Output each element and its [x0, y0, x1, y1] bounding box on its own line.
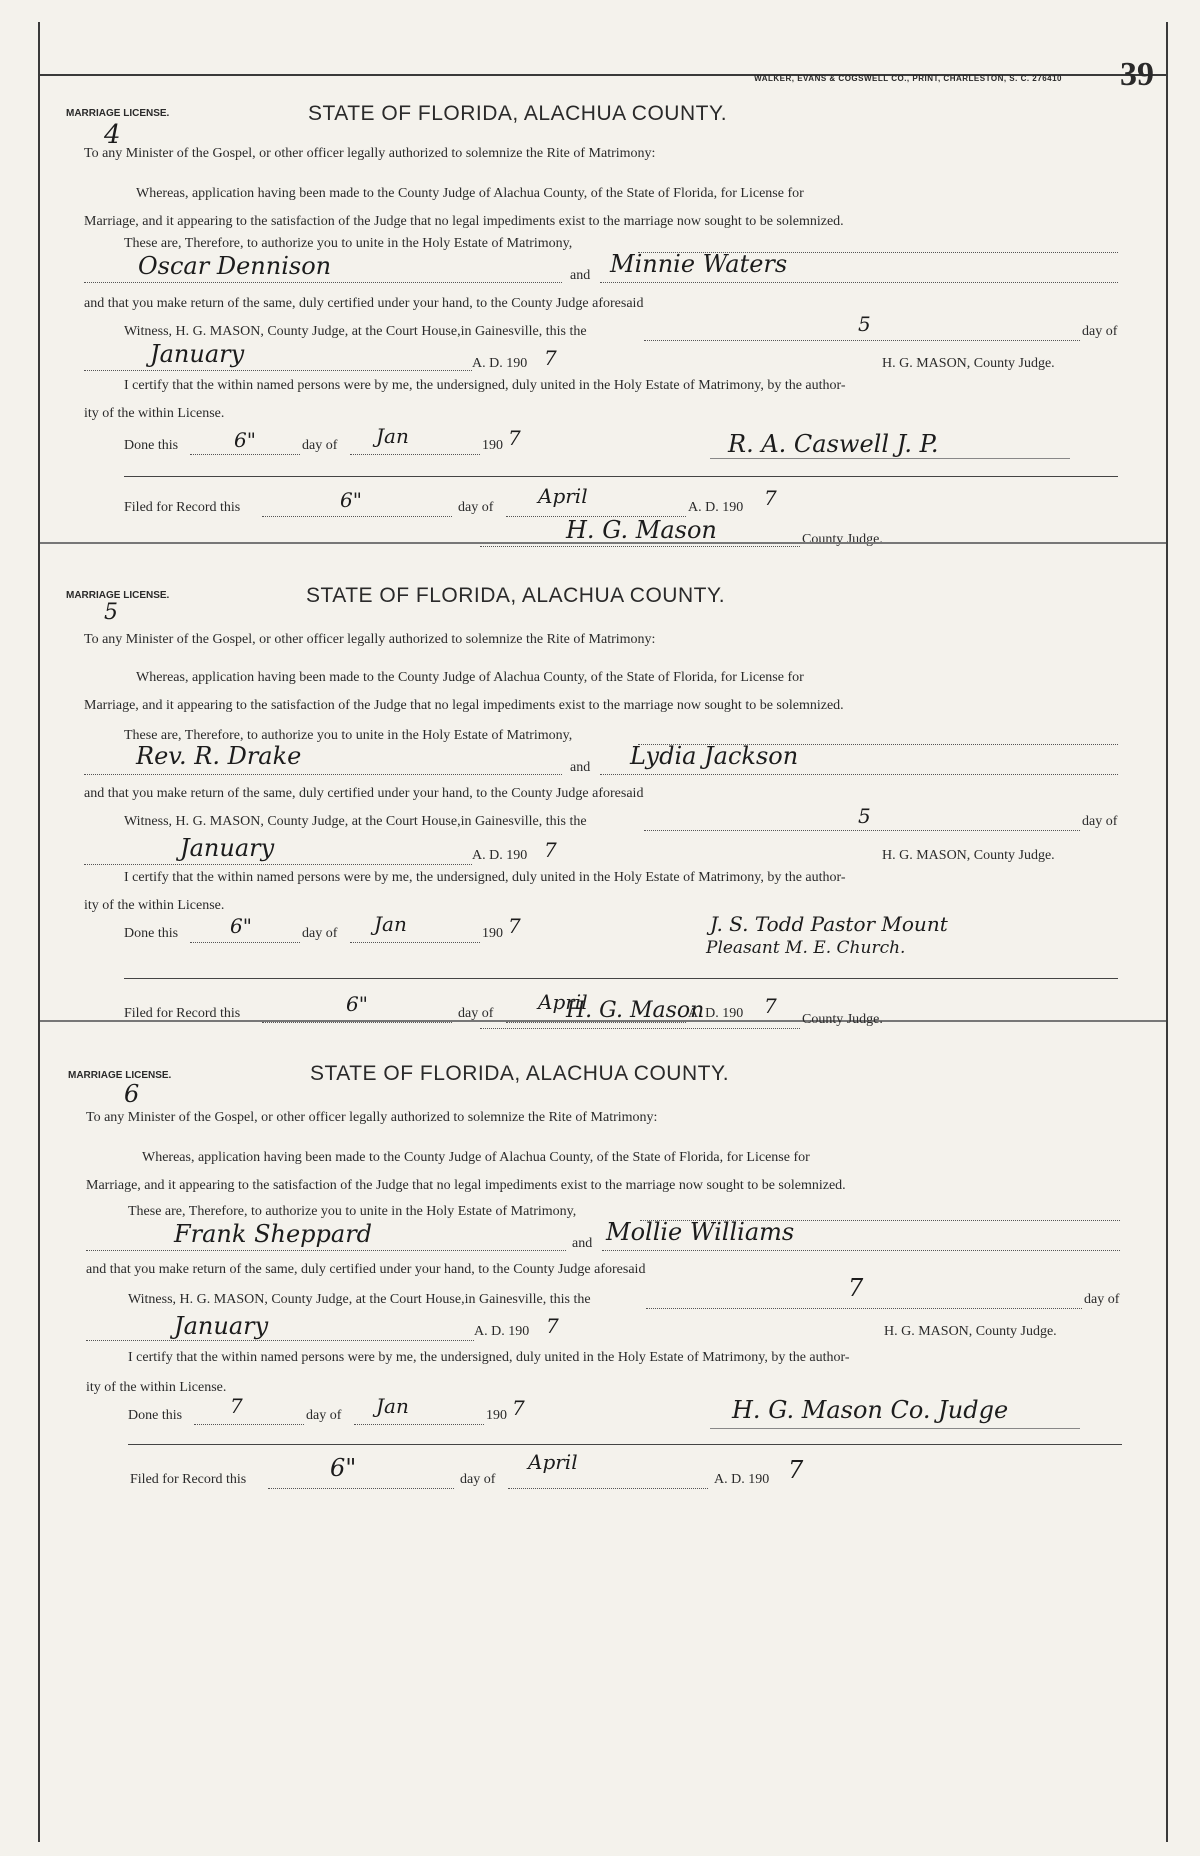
- to-any-line: To any Minister of the Gospel, or other officer legally authorized to solemnize the Rite of Matrimony:: [86, 1110, 658, 1125]
- ity-line: ity of the within License.: [84, 406, 225, 421]
- done-month: Jan: [374, 912, 407, 936]
- these-are-line: These are, Therefore, to authorize you to unite in the Holy Estate of Matrimony,: [124, 728, 573, 743]
- done-day: 6": [230, 914, 252, 938]
- done-month: Jan: [376, 1394, 409, 1418]
- marriage-line: Marriage, and it appearing to the satisfaction of the Judge that no legal impediments exist to the marriage now sought to be solemnized.: [86, 1178, 846, 1193]
- whereas-line: Whereas, application having been made to the County Judge of Alachua County, of the State of Florida, for License for: [142, 1150, 810, 1165]
- groom-name: Frank Sheppard: [174, 1220, 373, 1248]
- ad-text: A. D. 190: [474, 1324, 530, 1339]
- witness-line: Witness, H. G. MASON, County Judge, at the Court House,in Gainesville, this the: [128, 1292, 591, 1307]
- done-year-prefix: 190: [486, 1408, 507, 1423]
- return-line: and that you make return of the same, duly certified under your hand, to the County Judge aforesaid: [84, 296, 644, 311]
- filed-month: April: [528, 1450, 578, 1474]
- done-this-text: Done this: [124, 438, 179, 453]
- ad-text: A. D. 190: [472, 848, 528, 863]
- bride-name: Mollie Williams: [606, 1218, 795, 1246]
- filed-day-of-text: day of: [458, 500, 494, 515]
- marriage-line: Marriage, and it appearing to the satisfaction of the Judge that no legal impediments exist to the marriage now sought to be solemnized.: [84, 214, 844, 229]
- state-title: STATE OF FLORIDA, ALACHUA COUNTY.: [310, 1062, 730, 1085]
- done-day-of-text: day of: [302, 926, 338, 941]
- state-title: STATE OF FLORIDA, ALACHUA COUNTY.: [308, 102, 728, 125]
- ad-text: A. D. 190: [472, 356, 528, 371]
- officiant-signature: H. G. Mason Co. Judge: [732, 1396, 1009, 1424]
- certify-line: I certify that the within named persons were by me, the undersigned, duly united in the Holy Estate of Matrimony, by the author-: [124, 870, 846, 885]
- ity-line: ity of the within License.: [84, 898, 225, 913]
- done-year-prefix: 190: [482, 926, 503, 941]
- witness-month: January: [180, 834, 275, 862]
- filed-month: April: [538, 990, 588, 1014]
- license-number: 6: [124, 1080, 140, 1108]
- witness-month: January: [150, 340, 245, 368]
- done-year-prefix: 190: [482, 438, 503, 453]
- state-title: STATE OF FLORIDA, ALACHUA COUNTY.: [306, 584, 726, 607]
- whereas-line: Whereas, application having been made to the County Judge of Alachua County, of the State of Florida, for License for: [136, 670, 804, 685]
- certify-line: I certify that the within named persons were by me, the undersigned, duly united in the Holy Estate of Matrimony, by the author-: [128, 1350, 850, 1365]
- license-number: 5: [104, 600, 118, 625]
- page-frame: [38, 22, 1168, 1842]
- witness-line: Witness, H. G. MASON, County Judge, at the Court House,in Gainesville, this the: [124, 814, 587, 829]
- witness-day: 5: [858, 804, 871, 828]
- filed-text: Filed for Record this: [124, 500, 241, 515]
- whereas-line: Whereas, application having been made to the County Judge of Alachua County, of the State of Florida, for License for: [136, 186, 804, 201]
- groom-name: Oscar Dennison: [138, 252, 332, 280]
- page-number: 39: [1120, 56, 1154, 93]
- filed-day: 6": [340, 488, 362, 512]
- marriage-license-label: MARRIAGE LICENSE.: [66, 108, 170, 119]
- groom-name: Rev. R. Drake: [136, 742, 302, 770]
- marriage-license-label: MARRIAGE LICENSE.: [66, 590, 170, 601]
- bride-name: Minnie Waters: [610, 250, 788, 278]
- certify-line: I certify that the within named persons were by me, the undersigned, duly united in the Holy Estate of Matrimony, by the author-: [124, 378, 846, 393]
- return-line: and that you make return of the same, duly certified under your hand, to the County Judge aforesaid: [86, 1262, 646, 1277]
- filed-text: Filed for Record this: [130, 1472, 247, 1487]
- filed-day-of-text: day of: [460, 1472, 496, 1487]
- filed-month: April: [538, 484, 588, 508]
- license-record: [40, 1026, 1166, 1836]
- witness-month: January: [174, 1312, 269, 1340]
- license-record: [40, 84, 1166, 560]
- witness-line: Witness, H. G. MASON, County Judge, at the Court House,in Gainesville, this the: [124, 324, 587, 339]
- to-any-line: To any Minister of the Gospel, or other officer legally authorized to solemnize the Rite of Matrimony:: [84, 632, 656, 647]
- done-this-text: Done this: [128, 1408, 183, 1423]
- done-day-of-text: day of: [302, 438, 338, 453]
- officiant-signature-line2: Pleasant M. E. Church.: [706, 938, 906, 958]
- these-are-line: These are, Therefore, to authorize you to unite in the Holy Estate of Matrimony,: [124, 236, 573, 251]
- done-year-digit: 7: [508, 914, 521, 938]
- judge-signature: H. G. MASON, County Judge.: [882, 356, 1055, 371]
- license-record: [40, 550, 1166, 1020]
- marriage-license-label: MARRIAGE LICENSE.: [68, 1070, 172, 1081]
- day-of-text: day of: [1084, 1292, 1120, 1307]
- filed-text: Filed for Record this: [124, 1006, 241, 1021]
- county-judge-text: County Judge.: [802, 1012, 883, 1027]
- day-of-text: day of: [1082, 814, 1118, 829]
- and-text: and: [570, 268, 591, 283]
- filed-day: 6": [330, 1454, 357, 1482]
- witness-year-digit: 7: [544, 346, 557, 370]
- done-month: Jan: [376, 424, 409, 448]
- filed-ad-text: A. D. 190: [688, 1006, 744, 1021]
- bride-name: Lydia Jackson: [630, 742, 799, 770]
- printer-imprint: WALKER, EVANS & COGSWELL CO., PRINT, CHARLESTON, S. C. 276410: [754, 74, 1062, 83]
- filed-day-of-text: day of: [458, 1006, 494, 1021]
- section-rule: [128, 1444, 1122, 1445]
- license-number: 4: [104, 120, 121, 150]
- officiant-signature: J. S. Todd Pastor Mount: [710, 912, 948, 936]
- and-text: and: [572, 1236, 593, 1251]
- done-year-digit: 7: [512, 1396, 525, 1420]
- section-rule: [124, 476, 1118, 477]
- judge-signature: H. G. MASON, County Judge.: [882, 848, 1055, 863]
- county-judge-text: County Judge.: [802, 532, 883, 547]
- officiant-signature: R. A. Caswell J. P.: [728, 430, 939, 458]
- ity-line: ity of the within License.: [86, 1380, 227, 1395]
- filed-ad-text: A. D. 190: [714, 1472, 770, 1487]
- witness-year-digit: 7: [544, 838, 557, 862]
- to-any-line: To any Minister of the Gospel, or other officer legally authorized to solemnize the Rite of Matrimony:: [84, 146, 656, 161]
- filed-day: 6": [346, 992, 368, 1016]
- done-year-digit: 7: [508, 426, 521, 450]
- filed-year-digit: 7: [764, 994, 777, 1018]
- filed-by-signature: H. G. Mason: [566, 998, 705, 1023]
- done-this-text: Done this: [124, 926, 179, 941]
- done-day: 6": [234, 428, 256, 452]
- witness-day: 5: [858, 312, 871, 336]
- return-line: and that you make return of the same, duly certified under your hand, to the County Judge aforesaid: [84, 786, 644, 801]
- filed-year-digit: 7: [788, 1456, 804, 1484]
- judge-signature: H. G. MASON, County Judge.: [884, 1324, 1057, 1339]
- license-divider: [40, 542, 1166, 544]
- these-are-line: These are, Therefore, to authorize you to unite in the Holy Estate of Matrimony,: [128, 1204, 577, 1219]
- done-day: 7: [230, 1394, 243, 1418]
- and-text: and: [570, 760, 591, 775]
- section-rule: [124, 978, 1118, 979]
- filed-by-signature: H. G. Mason: [566, 516, 717, 544]
- filed-ad-text: A. D. 190: [688, 500, 744, 515]
- day-of-text: day of: [1082, 324, 1118, 339]
- filed-year-digit: 7: [764, 486, 777, 510]
- done-day-of-text: day of: [306, 1408, 342, 1423]
- witness-year-digit: 7: [546, 1314, 559, 1338]
- marriage-line: Marriage, and it appearing to the satisfaction of the Judge that no legal impediments exist to the marriage now sought to be solemnized.: [84, 698, 844, 713]
- witness-day: 7: [848, 1274, 864, 1302]
